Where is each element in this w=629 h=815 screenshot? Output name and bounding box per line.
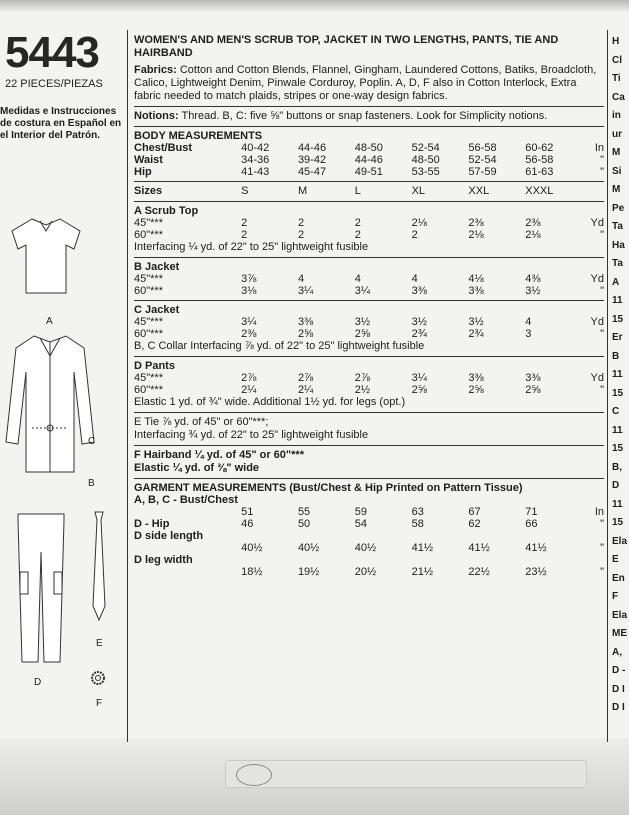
row-label: Hip xyxy=(134,166,152,178)
table-cell: 71 xyxy=(525,506,538,518)
table-cell: 4 xyxy=(297,273,305,285)
section-heading: B Jacket xyxy=(134,261,180,273)
unit-cell: " xyxy=(600,518,604,530)
view-label-c: C xyxy=(88,436,96,447)
main-content xyxy=(134,34,604,578)
jacket-illustration xyxy=(4,332,96,482)
view-label-f: F xyxy=(96,698,103,709)
yardage-table xyxy=(134,316,604,340)
edge-fragment: D I xyxy=(612,683,625,695)
garment-row xyxy=(134,566,604,578)
fabrics-block xyxy=(134,64,604,103)
section-rule xyxy=(134,257,604,258)
table-cell xyxy=(412,530,469,542)
table-cell: 2 xyxy=(354,217,361,229)
unit-cell: " xyxy=(600,328,604,340)
view-label-d: D xyxy=(34,677,42,688)
table-cell: 67 xyxy=(468,506,481,518)
sizes-row xyxy=(134,185,604,198)
table-cell: 48-50 xyxy=(411,154,440,166)
tie-interfacing-line: Interfacing ¾ yd. of 22" to 25" lightweight fusible xyxy=(134,429,369,441)
table-cell xyxy=(298,530,355,542)
section-note: B, C Collar Interfacing ⅞ yd. of 22" to 25" lightweight fusible xyxy=(134,340,425,352)
table-cell xyxy=(241,530,298,542)
fabrics-text: Cotton and Cotton Blends, Flannel, Gingham, Laundered Cottons, Batiks, Broadcloth, Calico, Lightweight Denim, Pinwale Corduroy, Poplin. A, D, F also in Cotton Interlock, Extra fabric needed to match plaids, stripes or one-way design fabrics. xyxy=(134,64,597,102)
table-cell: 3⅞ xyxy=(241,273,257,285)
edge-fragment: 15 xyxy=(612,387,624,399)
edge-fragment: 11 xyxy=(612,369,623,380)
table-cell: L xyxy=(354,185,361,197)
view-label-e: E xyxy=(96,638,103,649)
garment-measurements-heading: GARMENT MEASUREMENTS (Bust/Chest & Hip Printed on Pattern Tissue) xyxy=(134,482,523,494)
table-cell: 56-58 xyxy=(468,142,497,154)
table-cell: XL xyxy=(411,185,426,197)
right-column-divider xyxy=(607,30,608,742)
row-label: 45"*** xyxy=(134,372,163,384)
table-cell: 50 xyxy=(297,518,311,530)
unit-cell: In xyxy=(594,142,604,154)
table-cell: 21½ xyxy=(411,566,434,578)
table-cell: 2⅜ xyxy=(241,328,257,340)
table-cell: 40½ xyxy=(297,542,320,554)
unit-cell: " xyxy=(600,285,604,297)
edge-fragment: Pe xyxy=(612,202,625,214)
table-cell: 2⅝ xyxy=(468,384,484,396)
unit-cell: In xyxy=(594,506,604,518)
table-cell: 3⅜ xyxy=(468,285,484,297)
table-cell xyxy=(412,554,469,566)
table-cell: 52-54 xyxy=(468,154,497,166)
unit-cell xyxy=(582,554,604,566)
section-rule xyxy=(134,412,604,413)
edge-fragment: D I xyxy=(612,702,625,713)
table-cell: 3½ xyxy=(525,285,541,297)
garment-row xyxy=(134,530,604,542)
table-cell: 2¾ xyxy=(468,328,484,340)
unit-cell xyxy=(582,530,604,542)
sizes-row xyxy=(134,185,604,198)
unit-cell: " xyxy=(600,384,604,396)
yardage-row xyxy=(134,316,604,328)
row-label: Chest/Bust xyxy=(134,142,193,154)
edge-fragment: F xyxy=(612,591,619,602)
spanish-note: Medidas e Instrucciones de costura en Español en el Interior del Patrón. xyxy=(0,106,122,141)
table-cell: 2⅜ xyxy=(525,217,541,229)
yardage-table xyxy=(134,273,604,297)
table-cell: 4⅜ xyxy=(525,273,541,285)
table-cell: 3⅜ xyxy=(525,372,541,384)
row-label: 60"*** xyxy=(134,384,163,396)
table-cell: 41½ xyxy=(525,542,547,554)
tie-line: E Tie ⅞ yd. of 45" or 60"***; xyxy=(134,416,269,428)
table-cell: 2⅛ xyxy=(411,217,427,229)
table-cell: XXXL xyxy=(525,185,554,197)
table-cell: 2⅜ xyxy=(468,217,484,229)
table-cell xyxy=(525,554,582,566)
row-label: Sizes xyxy=(134,185,163,197)
table-cell xyxy=(355,530,412,542)
edge-fragment: D xyxy=(612,480,620,491)
table-cell: 59 xyxy=(354,506,368,518)
table-cell: 2 xyxy=(241,217,248,229)
unit-cell: " xyxy=(600,154,604,166)
edge-fragment: A, xyxy=(612,646,622,658)
table-cell: XXL xyxy=(468,185,490,197)
table-cell: 2½ xyxy=(354,384,371,396)
table-cell xyxy=(468,554,525,566)
table-cell: 4⅛ xyxy=(468,273,484,285)
table-cell: 48-50 xyxy=(354,142,383,154)
unit-cell: " xyxy=(600,566,604,578)
unit-cell: Yd xyxy=(590,217,604,229)
unit-cell: " xyxy=(600,542,604,554)
table-cell: 3⅛ xyxy=(241,285,257,297)
yardage-row xyxy=(134,384,604,396)
hairband-illustration xyxy=(90,670,106,686)
table-cell: 4 xyxy=(525,316,532,328)
section-rule xyxy=(134,356,604,357)
table-cell: 3½ xyxy=(411,316,427,328)
table-cell: 2¼ xyxy=(241,384,257,396)
garment-row xyxy=(134,518,604,530)
edge-fragment: H xyxy=(612,36,620,47)
table-cell: 2⅞ xyxy=(241,372,257,384)
view-label-a: A xyxy=(46,316,53,327)
notions-text: Thread. B, C: five ⅝" buttons or snap fasteners. Look for Simplicity notions. xyxy=(181,110,548,122)
table-cell: 3⅜ xyxy=(297,316,314,328)
table-cell: 23½ xyxy=(525,566,547,578)
measurement-row xyxy=(134,154,604,166)
edge-fragment: 15 xyxy=(612,517,624,528)
table-cell: 57-59 xyxy=(468,166,497,178)
section-heading: A Scrub Top xyxy=(134,205,199,217)
edge-fragment: M xyxy=(612,147,621,158)
section-heading: D Pants xyxy=(134,360,175,372)
edge-fragment: B xyxy=(612,350,620,362)
table-cell: 56-58 xyxy=(525,154,554,166)
table-cell: 60-62 xyxy=(525,142,554,154)
section-rule xyxy=(134,201,604,202)
edge-fragment: 11 xyxy=(612,498,623,510)
section-rule xyxy=(134,106,604,107)
unit-cell: " xyxy=(600,166,604,178)
edge-fragment: Ta xyxy=(612,258,623,269)
table-cell: 44-46 xyxy=(297,142,327,154)
table-cell: 4 xyxy=(354,273,361,285)
measurement-row xyxy=(134,166,604,178)
table-cell: 40½ xyxy=(354,542,377,554)
table-cell: 19½ xyxy=(297,566,320,578)
unit-cell: Yd xyxy=(590,372,604,384)
body-measurements-heading: BODY MEASUREMENTS xyxy=(134,130,263,142)
table-cell: 3⅜ xyxy=(468,372,484,384)
unit-cell: " xyxy=(600,229,604,241)
table-cell: 54 xyxy=(354,518,368,530)
table-cell: 40½ xyxy=(241,542,263,554)
edge-fragment: 11 xyxy=(612,295,623,306)
edge-fragment: 15 xyxy=(612,443,624,454)
table-cell: 61-63 xyxy=(525,166,554,178)
table-cell: 3¼ xyxy=(411,372,427,384)
notions-block xyxy=(134,110,604,123)
table-cell: 2⅛ xyxy=(468,229,484,241)
table-cell: 2⅛ xyxy=(525,229,541,241)
table-cell: 2⅝ xyxy=(354,328,371,340)
table-cell: 45-47 xyxy=(297,166,327,178)
table-cell: 62 xyxy=(468,518,481,530)
edge-fragment: E xyxy=(612,554,619,565)
pants-illustration xyxy=(14,512,68,667)
edge-fragment: in xyxy=(612,110,621,121)
table-cell: 2¼ xyxy=(297,384,314,396)
yardage-row xyxy=(134,285,604,297)
table-cell: 2⅞ xyxy=(297,372,314,384)
scrub-top-illustration xyxy=(10,215,82,295)
section-rule xyxy=(134,300,604,301)
table-cell: 3½ xyxy=(468,316,484,328)
table-cell: 2 xyxy=(297,229,305,241)
edge-fragment: Ela xyxy=(612,535,628,547)
table-cell: 39-42 xyxy=(297,154,327,166)
table-cell: 63 xyxy=(411,506,424,518)
table-cell: 3 xyxy=(525,328,532,340)
table-cell: 3¼ xyxy=(297,285,314,297)
edge-fragment: ME xyxy=(612,628,627,639)
table-cell: 2 xyxy=(411,229,418,241)
edge-fragment: Cl xyxy=(612,54,622,66)
table-cell: 55 xyxy=(297,506,311,518)
table-cell xyxy=(241,554,298,566)
table-cell: M xyxy=(297,185,308,197)
edge-fragment: D - xyxy=(612,665,626,676)
table-cell: 46 xyxy=(241,518,254,530)
row-label: 60"*** xyxy=(134,328,163,340)
unit-cell xyxy=(582,185,604,198)
edge-fragment: Ta xyxy=(612,221,623,232)
pattern-number: 5443 xyxy=(5,28,99,77)
table-cell: 20½ xyxy=(354,566,377,578)
table-cell: 2 xyxy=(354,229,361,241)
edge-fragment: A xyxy=(612,276,620,288)
table-cell: 52-54 xyxy=(411,142,440,154)
table-cell: 66 xyxy=(525,518,538,530)
pattern-title: WOMEN'S AND MEN'S SCRUB TOP, JACKET IN TWO LENGTHS, PANTS, TIE AND HAIRBAND xyxy=(134,34,559,59)
body-measurements-table xyxy=(134,142,604,178)
unit-cell: Yd xyxy=(590,273,604,285)
table-cell: 41½ xyxy=(411,542,434,554)
view-label-b: B xyxy=(88,478,95,489)
row-label xyxy=(134,506,241,518)
edge-fragment: Er xyxy=(612,332,623,343)
tie-block xyxy=(134,416,604,442)
table-cell: 18½ xyxy=(241,566,263,578)
section-rule xyxy=(134,126,604,127)
edge-fragment: En xyxy=(612,572,625,584)
table-cell: 40-42 xyxy=(241,142,270,154)
yardage-row xyxy=(134,328,604,340)
top-shadow xyxy=(0,0,629,12)
section-rule xyxy=(134,478,604,479)
unit-cell: Yd xyxy=(590,316,604,328)
table-cell: 51 xyxy=(241,506,254,518)
yardage-table xyxy=(134,217,604,241)
section-note: Interfacing ¼ yd. of 22" to 25" lightweight fusible xyxy=(134,241,369,253)
table-cell: 53-55 xyxy=(411,166,440,178)
table-cell: 2 xyxy=(297,217,305,229)
section-heading: C Jacket xyxy=(134,304,180,316)
table-cell: 3½ xyxy=(354,316,371,328)
edge-fragment: 15 xyxy=(612,313,624,325)
hairband-block xyxy=(134,449,604,475)
hairband-line: F Hairband ¼ yd. of 45" or 60"*** xyxy=(134,449,304,461)
yardage-sections xyxy=(134,205,604,413)
table-cell: 2⅝ xyxy=(525,384,541,396)
row-label: 45"*** xyxy=(134,273,163,285)
edge-fragment: B, xyxy=(612,461,622,473)
table-cell: 58 xyxy=(411,518,424,530)
section-rule xyxy=(134,445,604,446)
table-cell: 2⅞ xyxy=(354,372,371,384)
edge-fragment: 11 xyxy=(612,424,623,436)
row-label: 60"*** xyxy=(134,285,163,297)
edge-fragment: Si xyxy=(612,165,622,177)
edge-fragment: Ela xyxy=(612,609,628,621)
price-sticker xyxy=(225,760,587,788)
table-cell: 4 xyxy=(411,273,418,285)
table-cell: 3¼ xyxy=(241,316,257,328)
pieces-count: 22 PIECES/PIEZAS xyxy=(5,78,103,90)
table-cell xyxy=(525,530,582,542)
table-cell: 49-51 xyxy=(354,166,383,178)
edge-fragment: Ti xyxy=(612,73,621,84)
table-cell: 34-36 xyxy=(241,154,270,166)
row-label xyxy=(134,542,241,554)
garment-row xyxy=(134,506,604,518)
table-cell: 44-46 xyxy=(354,154,383,166)
notions-label: Notions: xyxy=(134,110,179,122)
table-cell xyxy=(468,530,525,542)
yardage-row xyxy=(134,217,604,229)
yardage-row xyxy=(134,273,604,285)
table-cell: 41-43 xyxy=(241,166,270,178)
row-label: 45"*** xyxy=(134,217,163,229)
edge-fragment: Ca xyxy=(612,91,625,103)
hairband-elastic-line: Elastic ¼ yd. of ⅜" wide xyxy=(134,462,260,474)
measurement-row xyxy=(134,142,604,154)
table-cell: 2 xyxy=(241,229,248,241)
row-label: D - Hip xyxy=(134,518,170,530)
column-divider xyxy=(127,30,128,742)
table-cell: 2⅝ xyxy=(297,328,314,340)
garment-measurements-table xyxy=(134,506,604,578)
edge-fragment: ur xyxy=(612,128,622,140)
edge-fragment: M xyxy=(612,184,621,195)
edge-fragment: C xyxy=(612,406,620,417)
table-cell xyxy=(355,554,412,566)
store-logo-icon xyxy=(236,764,272,786)
fabrics-label: Fabrics: xyxy=(134,64,177,76)
section-rule xyxy=(134,181,604,182)
table-cell: 2⅝ xyxy=(411,384,427,396)
garment-row xyxy=(134,542,604,554)
table-cell: 2¾ xyxy=(411,328,427,340)
section-note: Elastic 1 yd. of ¾" wide. Additional 1½ yd. for legs (opt.) xyxy=(134,396,406,408)
row-label: D side length xyxy=(134,530,204,542)
table-cell: 22½ xyxy=(468,566,490,578)
yardage-row xyxy=(134,229,604,241)
edge-fragment: Ha xyxy=(612,239,625,251)
table-cell xyxy=(298,554,355,566)
tie-illustration xyxy=(89,510,109,622)
table-cell: S xyxy=(241,185,249,197)
yardage-row xyxy=(134,372,604,384)
garment-row xyxy=(134,554,604,566)
table-cell: 3⅜ xyxy=(411,285,427,297)
row-label: 60"*** xyxy=(134,229,163,241)
row-label: Waist xyxy=(134,154,163,166)
table-cell: 41½ xyxy=(468,542,490,554)
garment-sublabel: A, B, C - Bust/Chest xyxy=(134,494,238,506)
yardage-table xyxy=(134,372,604,396)
table-cell: 3¼ xyxy=(354,285,371,297)
row-label: D leg width xyxy=(134,554,193,566)
row-label xyxy=(134,566,241,578)
row-label: 45"*** xyxy=(134,316,163,328)
